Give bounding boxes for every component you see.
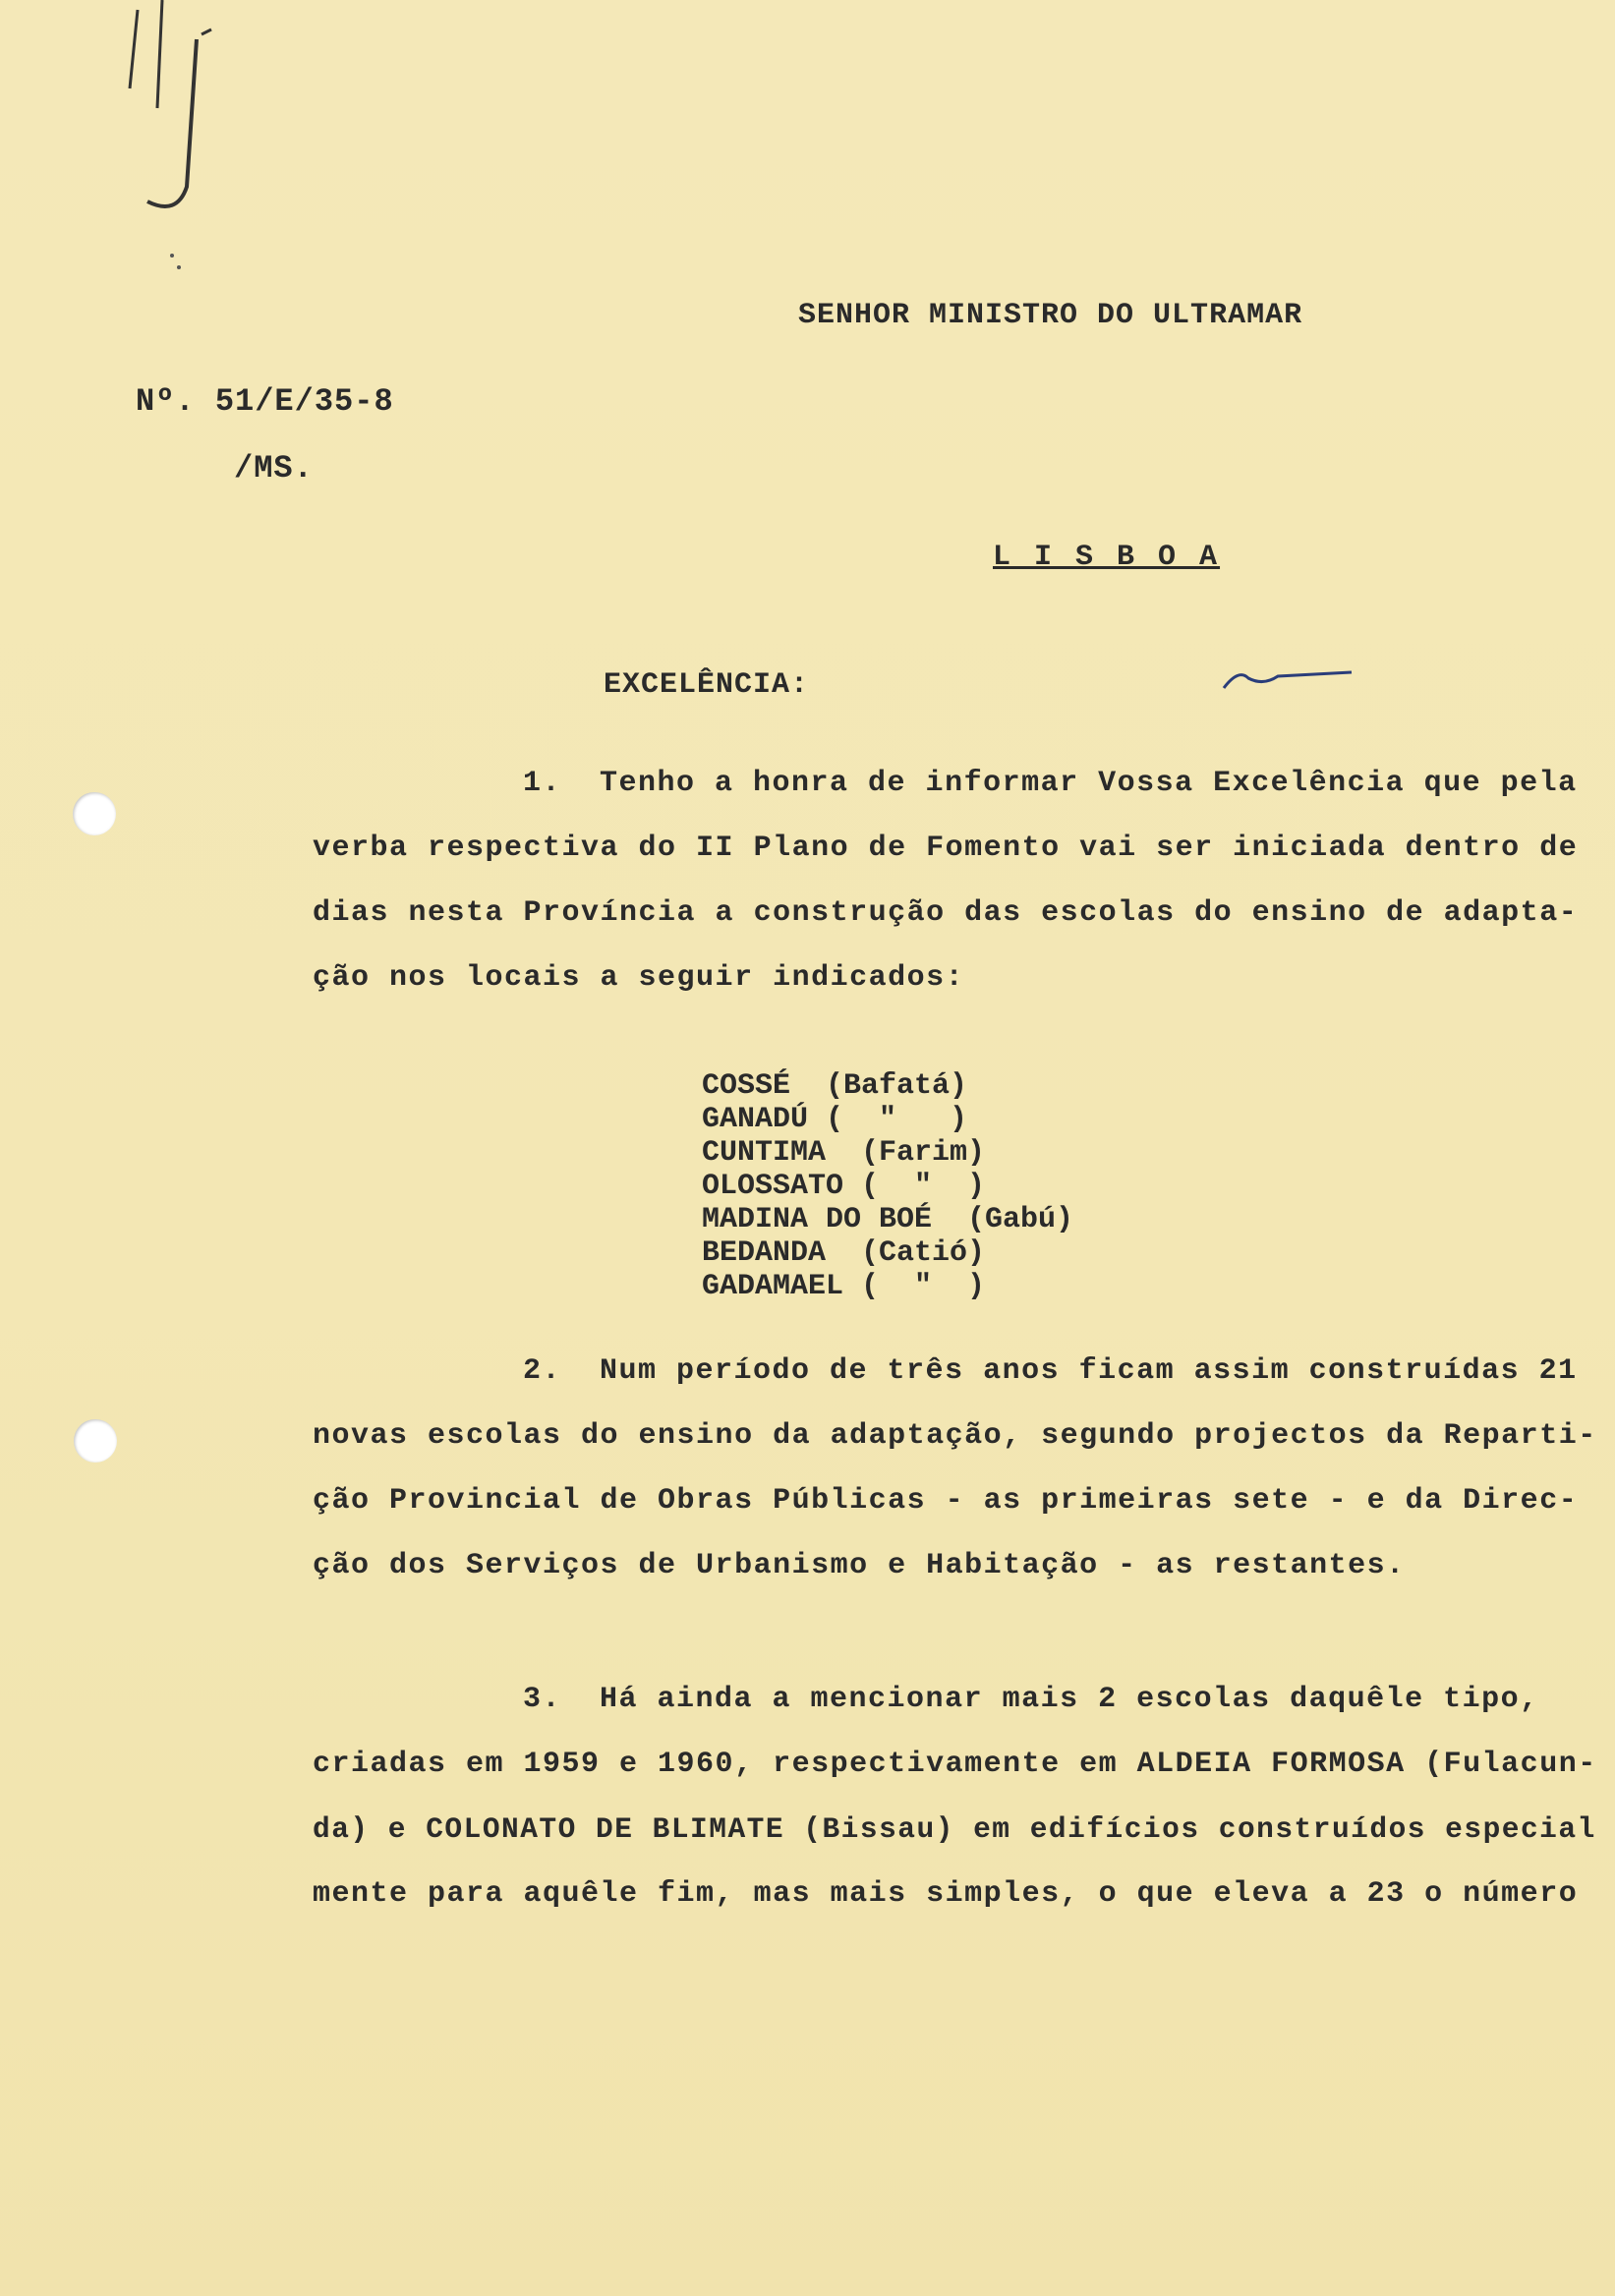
paragraph-2-line: ção dos Serviços de Urbanismo e Habitação - as restantes. [313, 1549, 1406, 1582]
reference-suffix: /MS. [234, 450, 314, 487]
handwritten-scribble [1219, 659, 1356, 698]
paragraph-2-line: ção Provincial de Obras Públicas - as primeiras sete - e da Direc- [313, 1484, 1579, 1518]
paragraph-1-line: ção nos locais a seguir indicados: [313, 961, 965, 995]
handwritten-initials-mark [118, 0, 285, 285]
salutation: EXCELÊNCIA: [604, 668, 810, 702]
school-item: COSSÉ (Bafatá) [702, 1069, 968, 1103]
punch-hole-bottom [74, 1419, 117, 1463]
school-item: GANADÚ ( " ) [702, 1103, 968, 1136]
paragraph-3-line: mente para aquêle fim, mas mais simples, o que eleva a 23 o número [313, 1877, 1579, 1911]
paragraph-2-line: novas escolas do ensino da adaptação, segundo projectos da Reparti- [313, 1419, 1597, 1453]
city-heading: L I S B O A [993, 541, 1221, 574]
school-item: CUNTIMA (Farim) [702, 1136, 986, 1170]
punch-hole-top [73, 792, 116, 835]
addressee: SENHOR MINISTRO DO ULTRAMAR [798, 299, 1303, 332]
school-item: BEDANDA (Catió) [702, 1236, 986, 1270]
schools-list [702, 1069, 1073, 1303]
paragraph-3-line: da) e COLONATO DE BLIMATE (Bissau) em edifícios construídos especial [313, 1812, 1596, 1846]
paragraph-1-line: dias nesta Província a construção das escolas do ensino de adapta- [313, 896, 1579, 930]
paragraph-2-line: 2. Num período de três anos ficam assim construídas 21 [523, 1354, 1578, 1388]
school-item: GADAMAEL ( " ) [702, 1270, 986, 1303]
paragraph-1-line: 1. Tenho a honra de informar Vossa Excelência que pela [523, 767, 1578, 800]
school-item: MADINA DO BOÉ (Gabú) [702, 1203, 1074, 1236]
reference-number: Nº. 51/E/35-8 [136, 383, 394, 420]
paragraph-1-line: verba respectiva do II Plano de Fomento vai ser iniciada dentro de [313, 832, 1579, 865]
paragraph-3-line: criadas em 1959 e 1960, respectivamente em ALDEIA FORMOSA (Fulacun- [313, 1748, 1597, 1781]
school-item: OLOSSATO ( " ) [702, 1170, 986, 1203]
paragraph-3-line: 3. Há ainda a mencionar mais 2 escolas daquêle tipo, [523, 1683, 1539, 1716]
